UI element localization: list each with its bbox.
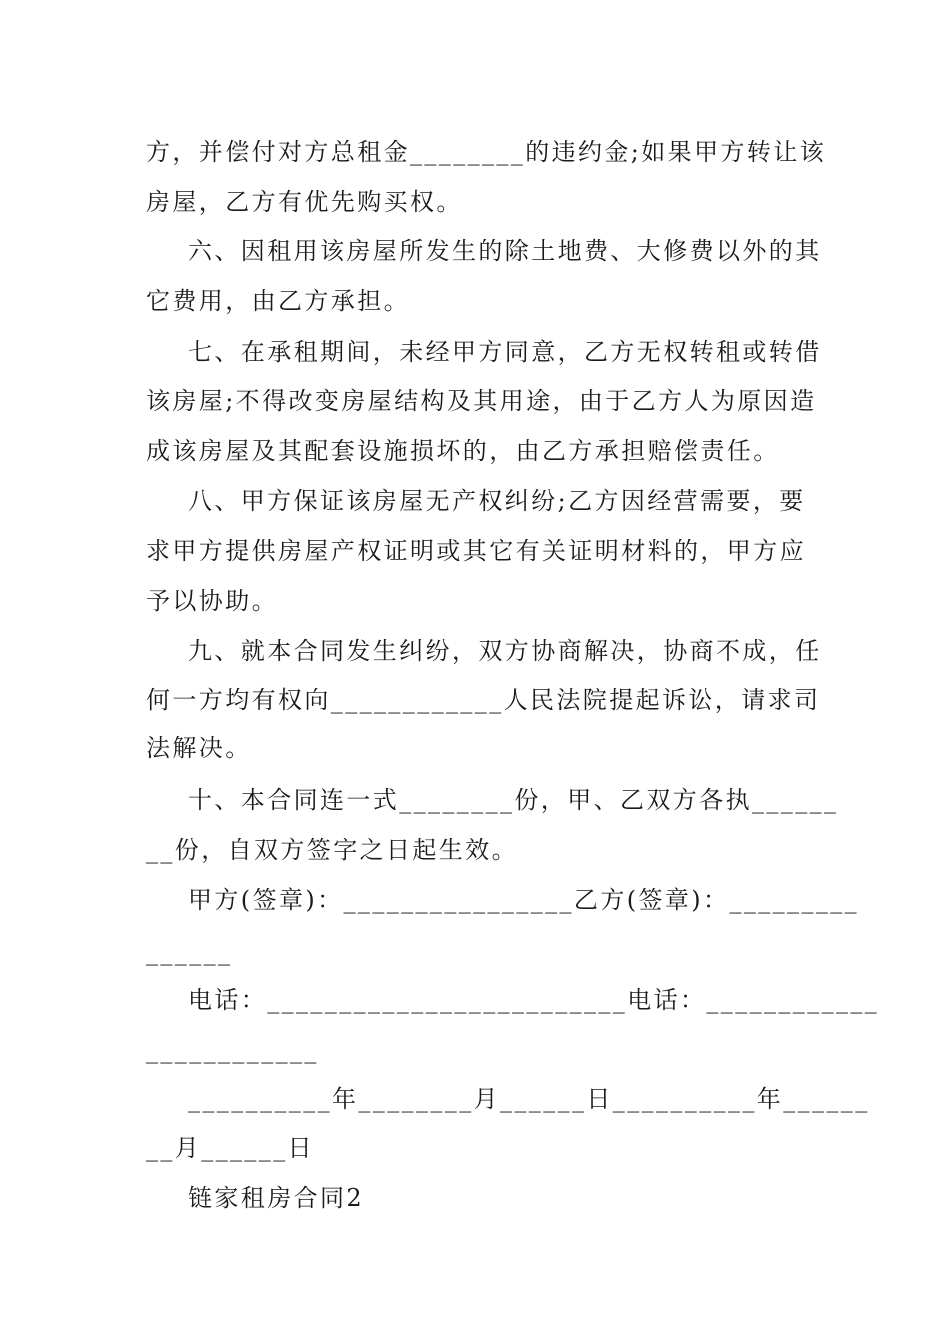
- clause-8-line: 八、甲方保证该房屋无产权纠纷;乙方因经营需要，要: [188, 487, 806, 515]
- clause-6-line: 六、因租用该房屋所发生的除土地费、大修费以外的其: [188, 237, 822, 265]
- paragraph-line: 法解决。: [146, 734, 252, 762]
- next-document-title: 链家租房合同2: [188, 1184, 365, 1212]
- paragraph-line: __份，自双方签字之日起生效。: [146, 836, 518, 864]
- paragraph-line: 成该房屋及其配套设施损坏的，由乙方承担赔偿责任。: [146, 437, 780, 465]
- signature-line-continued: ______: [146, 938, 233, 966]
- phone-line-continued: ____________: [146, 1036, 319, 1064]
- paragraph-line: 房屋，乙方有优先购买权。: [146, 188, 463, 216]
- date-line-continued: __月______日: [146, 1134, 314, 1162]
- clause-7-line: 七、在承租期间，未经甲方同意，乙方无权转租或转借: [188, 338, 822, 366]
- paragraph-line: 方，并偿付对方总租金________的违约金;如果甲方转让该: [146, 138, 827, 166]
- paragraph-line: 求甲方提供房屋产权证明或其它有关证明材料的，甲方应: [146, 537, 806, 565]
- date-line: __________年________月______日__________年______: [188, 1085, 870, 1113]
- paragraph-line: 何一方均有权向____________人民法院提起诉讼，请求司: [146, 686, 821, 714]
- phone-line: 电话：_________________________电话：____________: [188, 986, 880, 1014]
- clause-9-line: 九、就本合同发生纠纷，双方协商解决，协商不成，任: [188, 637, 822, 665]
- paragraph-line: 予以协助。: [146, 587, 278, 615]
- paragraph-line: 它费用，由乙方承担。: [146, 287, 410, 315]
- signature-line: 甲方(签章)：________________乙方(签章)：_________: [188, 886, 860, 914]
- clause-10-line: 十、本合同连一式________份，甲、乙双方各执______: [188, 786, 839, 814]
- paragraph-line: 该房屋;不得改变房屋结构及其用途，由于乙方人为原因造: [146, 387, 817, 415]
